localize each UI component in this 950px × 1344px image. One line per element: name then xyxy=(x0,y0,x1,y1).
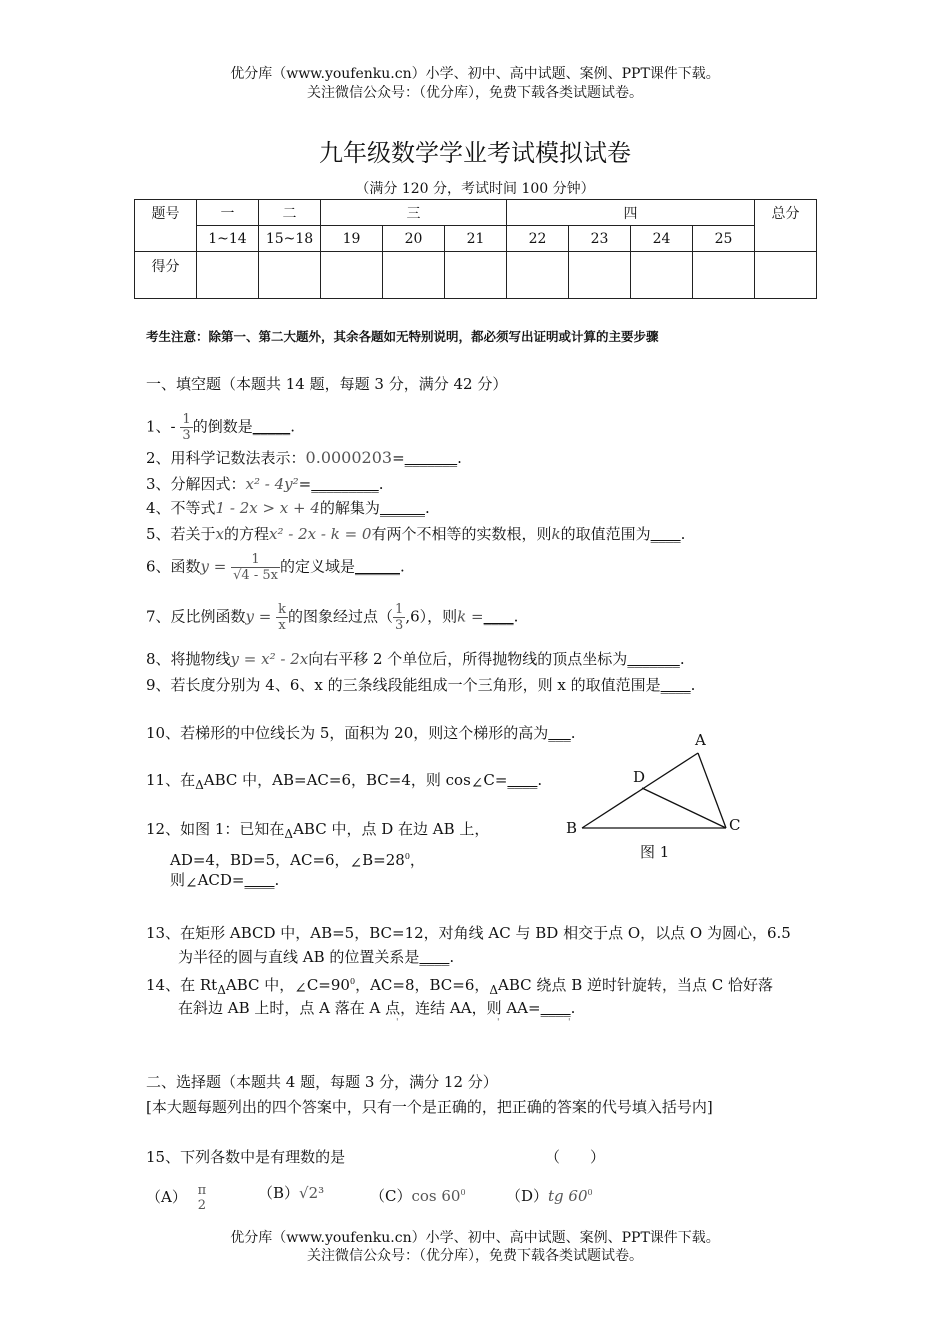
score-cell xyxy=(321,252,383,299)
answer-blank: ____ xyxy=(507,771,538,789)
q5-math: x xyxy=(215,525,225,543)
score-table xyxy=(134,199,817,299)
question-9 xyxy=(146,675,695,695)
triangle-symbol: Δ xyxy=(195,778,204,792)
fraction-denominator: x xyxy=(278,618,286,633)
degree-symbol: 0 xyxy=(587,1188,593,1197)
q14-text: ，则 AA xyxy=(471,999,529,1017)
th-score: 得分 xyxy=(135,252,197,299)
q2-text: = xyxy=(392,449,405,467)
q5-text: 的方程 xyxy=(224,525,270,543)
q7-math: y = xyxy=(245,607,272,626)
question-5 xyxy=(146,524,685,544)
q1-text: 的倒数是 xyxy=(192,417,253,436)
header-line-2: 关注微信公众号：（优分库），免费下载各类试题试卷。 xyxy=(307,85,643,101)
q13-end: . xyxy=(449,948,455,966)
q4-text: 的解集为 xyxy=(319,499,380,517)
q1-text: 1、- xyxy=(146,417,176,436)
q8-text: 8、将抛物线 xyxy=(146,650,231,668)
q11-text: C= xyxy=(483,771,508,789)
q9-text: 9、若长度分别为 4、6、x 的三条线段能组成一个三角形，则 x 的取值范围是 xyxy=(146,676,661,694)
angle-symbol: ∠ xyxy=(294,979,307,997)
header-line-1: 优分库（www.youfenku.cn）小学、初中、高中试题、案例、PPT课件下载。 xyxy=(230,66,720,82)
score-cell xyxy=(383,252,445,299)
q6-fraction xyxy=(231,552,280,583)
question-14-line-1 xyxy=(146,972,773,1000)
q14-text: 在斜边 AB 上时，点 A 落在 A xyxy=(178,999,381,1017)
option-c-math: cos 60 xyxy=(411,1187,461,1205)
prime-mark: ' xyxy=(568,1018,571,1028)
angle-symbol: ∠ xyxy=(185,874,198,892)
th-section-2: 二 xyxy=(259,200,321,226)
q3-text: 3、分解因式： xyxy=(146,475,246,493)
th-question-number: 题号 xyxy=(135,200,197,252)
question-12-line-3 xyxy=(170,870,279,893)
section-1-heading: 一、填空题（本题共 14 题，每题 3 分，满分 42 分） xyxy=(146,375,508,393)
exam-title: 九年级数学学业考试模拟试卷 xyxy=(319,139,631,167)
q14-end: . xyxy=(570,999,576,1017)
degree-symbol: 0 xyxy=(349,977,356,986)
question-11 xyxy=(146,770,542,795)
q14-text: 点，连结 AA xyxy=(380,999,472,1017)
answer-blank: ______ xyxy=(354,557,400,576)
q6-text: 的定义域是 xyxy=(279,557,355,576)
answer-blank: ____ xyxy=(540,999,571,1017)
option-c xyxy=(370,1183,466,1206)
answer-parentheses: （ ） xyxy=(545,1148,606,1166)
question-7 xyxy=(146,602,518,633)
q14-text: ABC 绕点 B 逆时针旋转，当点 C 恰好落 xyxy=(498,976,773,994)
answer-blank: _______ xyxy=(404,449,458,467)
option-a xyxy=(146,1183,208,1213)
th-section-1: 一 xyxy=(197,200,259,226)
figure-caption: 图 1 xyxy=(640,843,670,861)
answer-blank: ____ xyxy=(660,676,691,694)
q7-fraction xyxy=(276,602,288,633)
question-1 xyxy=(146,412,295,443)
option-c-label: （C） xyxy=(370,1187,412,1205)
q1-end: . xyxy=(290,417,295,436)
question-15: 15、下列各数中是有理数的是 xyxy=(146,1148,346,1166)
score-cell xyxy=(197,252,259,299)
fraction-numerator: 1 xyxy=(182,412,191,427)
angle-symbol: ∠ xyxy=(470,774,484,792)
q6-text: 6、函数 xyxy=(146,557,201,576)
q13-text: 为半径的圆与直线 AB 的位置关系是 xyxy=(178,948,420,966)
th-col-21: 21 xyxy=(445,226,507,252)
q6-math: y = xyxy=(200,557,227,576)
q6-end: . xyxy=(399,557,405,576)
q5-text: 有两个不相等的实数根，则 xyxy=(371,525,552,543)
answer-blank: _____ xyxy=(252,417,291,436)
score-cell xyxy=(755,252,817,299)
question-8 xyxy=(146,649,685,669)
question-12-line-1 xyxy=(146,819,489,844)
fraction-denominator: 2 xyxy=(197,1198,207,1213)
triangle-symbol: Δ xyxy=(217,983,226,997)
score-cell xyxy=(569,252,631,299)
fraction-numerator: 1 xyxy=(395,602,404,617)
q14-text: ，AC=8，BC=6， xyxy=(355,976,490,994)
th-section-4: 四 xyxy=(507,200,755,226)
footer-line-1: 优分库（www.youfenku.cn）小学、初中、高中试题、案例、PPT课件下载。 xyxy=(230,1230,720,1246)
point-c-label: C xyxy=(729,816,741,834)
th-col-25: 25 xyxy=(693,226,755,252)
answer-blank: ___ xyxy=(548,724,571,742)
answer-blank: ______ xyxy=(379,499,425,517)
score-cell xyxy=(259,252,321,299)
q14-text: 14、在 Rt xyxy=(146,976,218,994)
q7-math: k = xyxy=(457,607,484,626)
degree-symbol: 0 xyxy=(460,1188,466,1197)
score-cell xyxy=(507,252,569,299)
q7-text: ,6），则 xyxy=(405,607,458,626)
q12-text: AD=4，BD=5，AC=6， xyxy=(170,851,350,869)
th-col-1-14: 1~14 xyxy=(197,226,259,252)
triangle-symbol: Δ xyxy=(489,983,499,997)
th-col-19: 19 xyxy=(321,226,383,252)
footer-line-2: 关注微信公众号：（优分库），免费下载各类试题试卷。 xyxy=(307,1248,643,1264)
q5-end: . xyxy=(680,525,686,543)
q2-math: 0.0000203 xyxy=(305,448,393,467)
option-b-label: （B） xyxy=(258,1184,300,1202)
point-d-label: D xyxy=(633,768,646,786)
fraction-denominator: 3 xyxy=(182,428,191,443)
q8-end: . xyxy=(679,650,685,668)
answer-blank: _______ xyxy=(627,650,680,668)
question-13-line-1: 13、在矩形 ABCD 中，AB=5，BC=12，对角线 AC 与 BD 相交于点 O，以点 O 为圆心，6.5 xyxy=(146,924,791,942)
triangle-symbol: Δ xyxy=(284,827,294,841)
question-3 xyxy=(146,474,384,494)
q12-text: ACD= xyxy=(197,871,245,889)
option-d-math: tg 60 xyxy=(548,1187,588,1205)
q3-text: = xyxy=(298,475,312,493)
fraction-numerator: k xyxy=(278,602,287,617)
q2-text: 2、用科学记数法表示： xyxy=(146,449,306,467)
score-cell xyxy=(445,252,507,299)
q14-text: C=90 xyxy=(306,976,350,994)
score-cell xyxy=(693,252,755,299)
section-2-instruction: [本大题每题列出的四个答案中，只有一个是正确的，把正确的答案的代号填入括号内] xyxy=(146,1098,713,1116)
fraction-denominator: √4 - 5x xyxy=(233,568,278,583)
question-14-line-2 xyxy=(178,998,575,1018)
q4-math: 1 - 2x > x + 4 xyxy=(215,499,320,517)
question-10 xyxy=(146,723,576,743)
th-total: 总分 xyxy=(755,200,817,252)
th-col-20: 20 xyxy=(383,226,445,252)
q9-end: . xyxy=(690,676,696,694)
q4-end: . xyxy=(424,499,430,517)
q14-text: ABC 中， xyxy=(225,976,295,994)
q11-text: ABC 中，AB=AC=6，BC=4，则 cos xyxy=(203,771,471,789)
answer-blank: ____ xyxy=(244,871,275,889)
section-2-heading: 二、选择题（本题共 4 题，每题 3 分，满分 12 分） xyxy=(146,1073,498,1091)
q7-text: 7、反比例函数 xyxy=(146,607,246,626)
question-13-line-2 xyxy=(178,947,454,967)
q12-text: ， xyxy=(409,851,425,869)
q10-end: . xyxy=(570,724,576,742)
th-col-23: 23 xyxy=(569,226,631,252)
th-col-22: 22 xyxy=(507,226,569,252)
question-4 xyxy=(146,498,430,518)
q7-end: . xyxy=(513,607,519,626)
q10-text: 10、若梯形的中位线长为 5，面积为 20，则这个梯形的高为 xyxy=(146,724,549,742)
q7-point-fraction xyxy=(393,602,405,633)
side-ba xyxy=(582,753,698,828)
degree-symbol: 0 xyxy=(404,852,410,861)
point-b-label: B xyxy=(566,819,578,837)
q5-math: k xyxy=(551,525,561,543)
option-a-label: （A） xyxy=(146,1188,187,1206)
th-col-15-18: 15~18 xyxy=(259,226,321,252)
question-2 xyxy=(146,448,462,468)
q7-text: 的图象经过点（ xyxy=(288,607,394,626)
th-section-3: 三 xyxy=(321,200,507,226)
option-b-math: √2³ xyxy=(299,1184,325,1202)
angle-symbol: ∠ xyxy=(349,854,363,872)
answer-blank: ____ xyxy=(483,607,514,626)
q5-text: 的取值范围为 xyxy=(560,525,651,543)
th-col-24: 24 xyxy=(631,226,693,252)
fraction-numerator: π xyxy=(197,1183,207,1198)
q12-text: 12、如图 1：已知在 xyxy=(146,820,285,838)
q4-text: 4、不等式 xyxy=(146,499,216,517)
option-d-label: （D） xyxy=(506,1187,549,1205)
answer-blank: _________ xyxy=(311,475,379,493)
answer-blank: ____ xyxy=(419,948,450,966)
q5-math: x² - 2x - k = 0 xyxy=(269,525,372,543)
option-d xyxy=(506,1183,593,1206)
option-a-fraction xyxy=(196,1183,209,1213)
q3-math: x² - 4y² xyxy=(245,475,299,493)
prime-mark: ' xyxy=(396,1018,399,1028)
score-cell xyxy=(631,252,693,299)
q3-end: . xyxy=(378,475,384,493)
q11-text: 11、在 xyxy=(146,771,196,789)
q12-text: ABC 中，点 D 在边 AB 上， xyxy=(293,820,490,838)
q12-text: B=28 xyxy=(362,851,405,869)
q8-text: 向右平移 2 个单位后，所得抛物线的顶点坐标为 xyxy=(308,650,628,668)
exam-notice: 考生注意：除第一、第二大题外，其余各题如无特别说明，都必须写出证明或计算的主要步骤 xyxy=(146,329,659,344)
point-a-label: A xyxy=(695,731,706,749)
q2-end: . xyxy=(457,449,462,467)
option-b xyxy=(258,1183,324,1203)
exam-subtitle: （满分 120 分，考试时间 100 分钟） xyxy=(355,181,595,197)
q14-text: = xyxy=(528,999,541,1017)
q12-end: . xyxy=(274,871,280,889)
q11-end: . xyxy=(537,771,543,789)
q1-fraction xyxy=(180,412,192,443)
prime-mark: ' xyxy=(497,1018,500,1028)
answer-blank: ____ xyxy=(650,525,681,543)
question-6 xyxy=(146,552,405,583)
q12-text: 则 xyxy=(170,871,186,889)
q5-text: 5、若关于 xyxy=(146,525,216,543)
fraction-numerator: 1 xyxy=(231,552,280,568)
q8-math: y = x² - 2x xyxy=(230,650,309,668)
fraction-denominator: 3 xyxy=(395,618,404,633)
